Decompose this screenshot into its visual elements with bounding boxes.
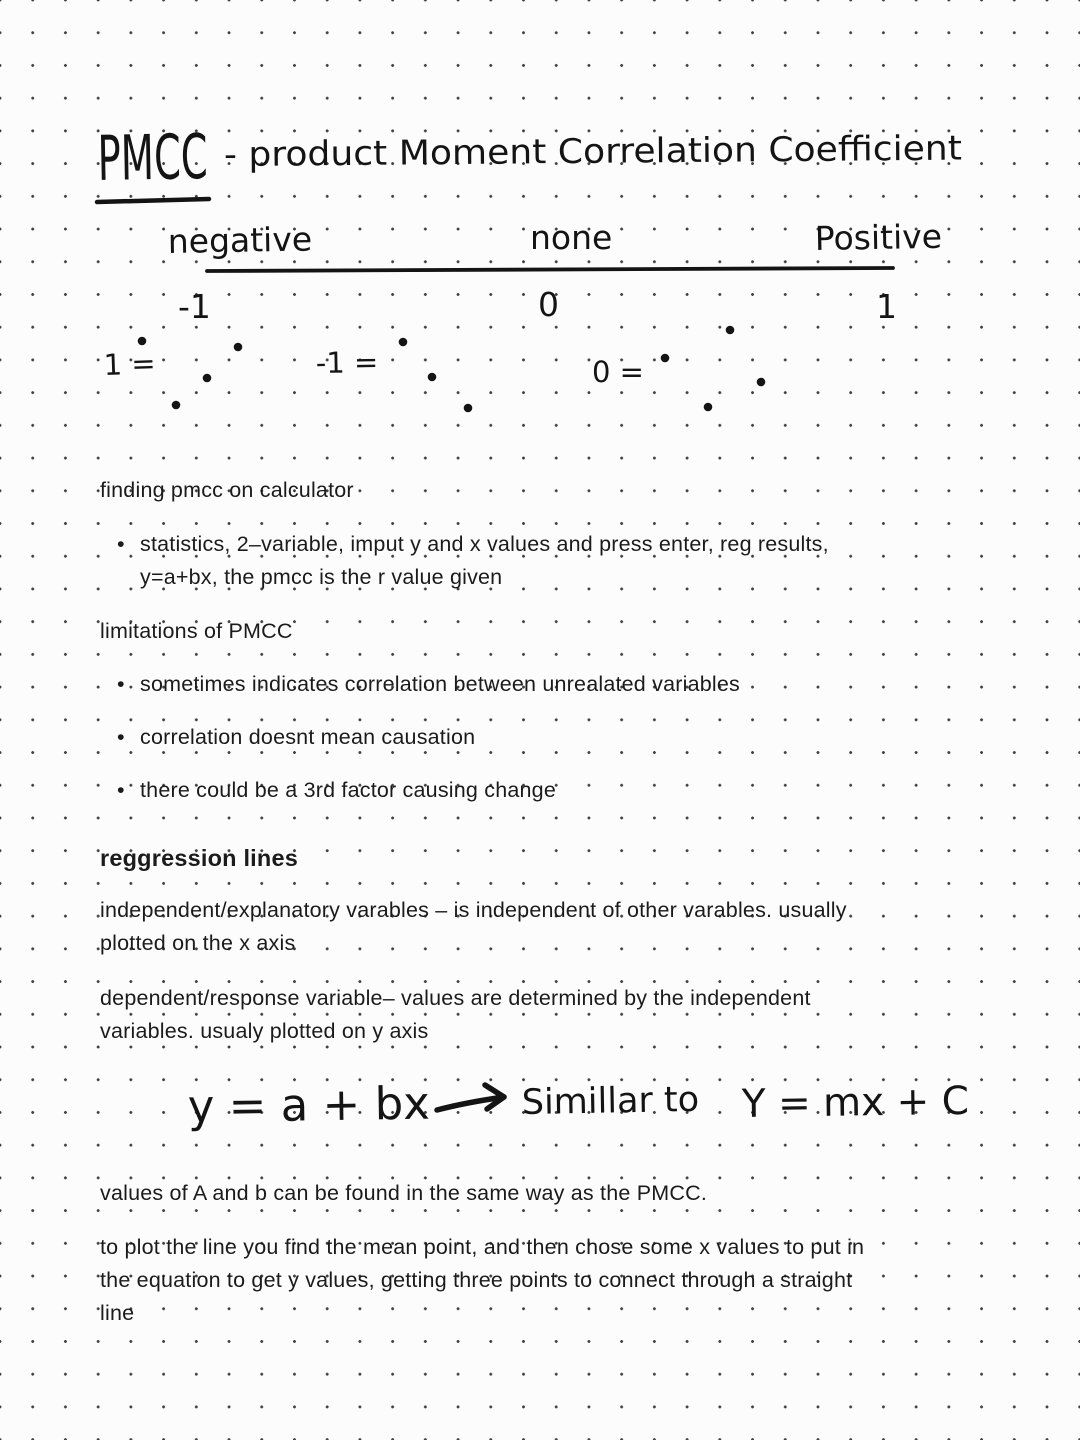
limitation-bullet-2-text: correlation doesnt mean causation — [140, 725, 476, 749]
limitation-bullet-1 — [117, 668, 740, 701]
right-arrow-icon — [437, 1085, 504, 1110]
bullet-icon: • — [117, 672, 125, 696]
plotting-paragraph-line-1: to plot the line you find the mean point, and then chose some x values to put in — [100, 1235, 865, 1259]
values-a-b-note: values of A and b can be found in the same way as the PMCC. — [100, 1181, 707, 1205]
scatter-examples — [103, 326, 765, 413]
bullet-icon: • — [117, 725, 125, 749]
scale-value-minus-one: -1 — [178, 287, 211, 326]
scatter-ink-dot — [399, 338, 408, 347]
plotting-paragraph-line-3: line — [100, 1301, 135, 1325]
scale-value-zero: 0 — [538, 285, 559, 324]
title-definition: - product Moment Correlation Coefficient — [223, 128, 920, 175]
correlation-scale-diagram — [167, 217, 942, 326]
independent-paragraph-line-2: plotted on the x axis — [100, 931, 296, 955]
plotting-paragraph-line-2: the equation to get y values, getting three points to connect through a straight — [100, 1268, 853, 1292]
independent-variable-paragraph — [100, 894, 847, 960]
limitation-bullet-3 — [117, 774, 556, 807]
scatter-label-r-minus1: -1 = — [315, 344, 379, 380]
scatter-ink-dot — [203, 374, 212, 383]
finding-bullet-line-2: y=a+bx, the pmcc is the r value given — [140, 565, 503, 589]
scale-label-positive: Positive — [814, 216, 943, 258]
scatter-ink-dot — [172, 401, 181, 410]
equation-similar-note: Simillar to — [521, 1079, 700, 1123]
scatter-ink-dot — [661, 354, 670, 363]
finding-pmcc-bullet-text — [140, 528, 829, 594]
equation-lhs: y = a + bx — [187, 1076, 431, 1133]
scatter-ink-dot — [757, 378, 766, 387]
bullet-icon: • — [117, 532, 125, 556]
finding-pmcc-bullet — [117, 528, 829, 594]
scatter-label-r0: 0 = — [592, 355, 644, 389]
limitation-bullet-3-text: there could be a 3rd factor causing change — [140, 778, 556, 802]
finding-bullet-line-1: statistics, 2–variable, imput y and x values and press enter, reg results, — [140, 532, 829, 556]
scatter-dots-r0 — [661, 326, 766, 412]
scale-label-negative: negative — [167, 219, 313, 261]
scatter-label-r1: 1 = — [103, 346, 157, 382]
limitation-bullet-2 — [117, 721, 475, 754]
scatter-ink-dot — [138, 337, 147, 346]
plotting-line-paragraph — [100, 1231, 864, 1330]
scale-axis-line — [207, 268, 893, 271]
scatter-ink-dot — [726, 326, 735, 335]
equation-rhs: Y = mx + C — [741, 1078, 970, 1127]
dependent-paragraph-line-1: dependent/response variable– values are determined by the independent — [100, 986, 811, 1010]
limitations-heading: limitations of PMCC — [100, 619, 293, 643]
note-title — [97, 120, 962, 202]
limitation-bullet-1-text: sometimes indicates correlation between unrealated variables — [140, 672, 740, 696]
scatter-dots-r-minus1 — [399, 338, 473, 413]
scatter-dots-r1 — [138, 337, 243, 410]
finding-pmcc-heading: finding pmcc on calculator — [100, 478, 354, 502]
regression-equation — [187, 1077, 969, 1133]
scale-value-one: 1 — [876, 287, 897, 326]
scatter-ink-dot — [704, 403, 713, 412]
dependent-variable-paragraph — [100, 982, 811, 1048]
bullet-icon: • — [117, 778, 125, 802]
scatter-ink-dot — [464, 404, 473, 413]
scatter-ink-dot — [428, 373, 437, 382]
dependent-paragraph-line-2: variables. usualy plotted on y axis — [100, 1019, 429, 1043]
scale-label-none: none — [530, 218, 613, 257]
title-term: PMCC — [96, 118, 276, 195]
independent-paragraph-line-1: independent/explanatory varables – is independent of other varables. usually — [100, 898, 847, 922]
title-underline — [97, 199, 209, 202]
regression-lines-heading: reggression lines — [100, 845, 298, 871]
scatter-ink-dot — [234, 343, 243, 352]
